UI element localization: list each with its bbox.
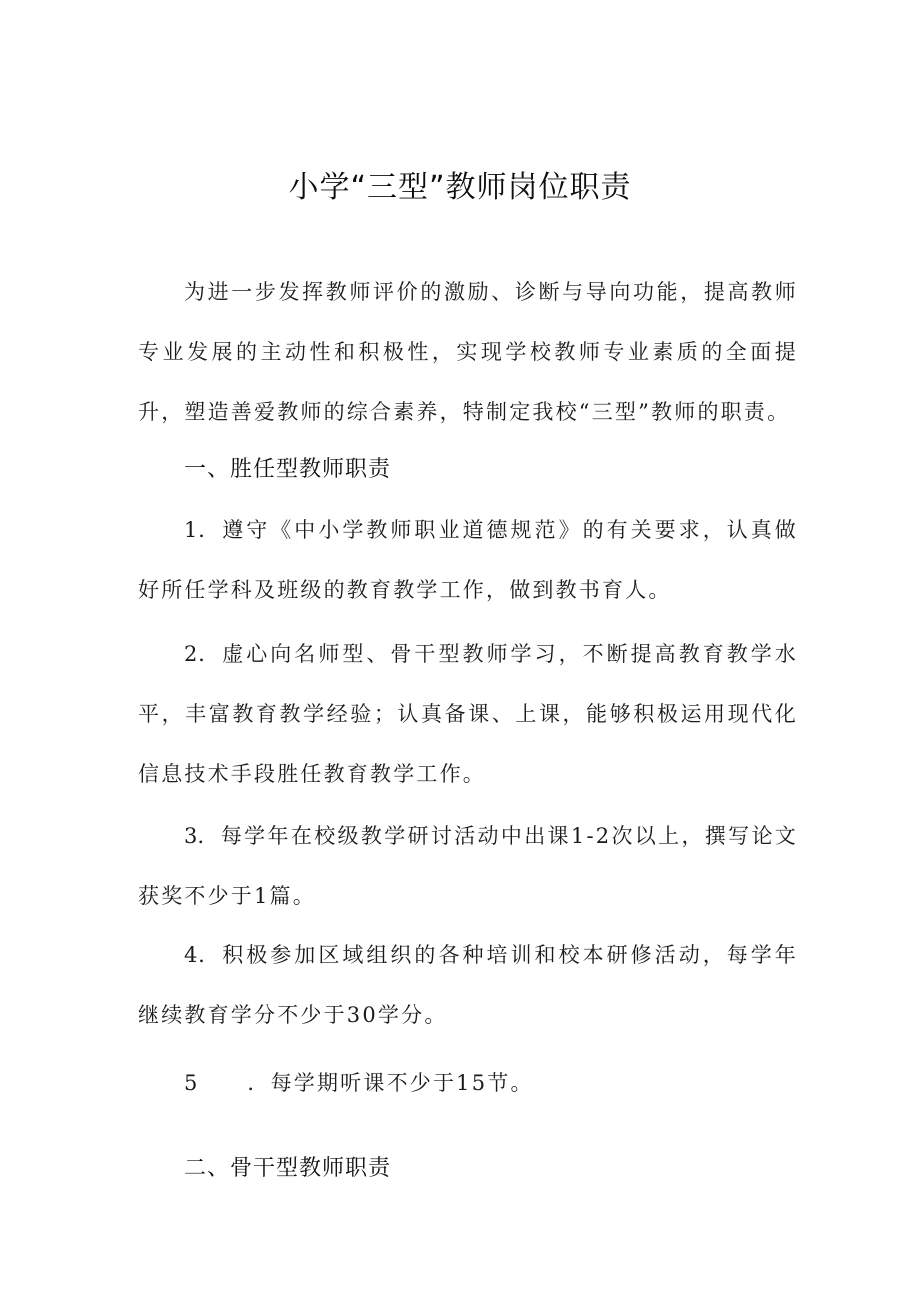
document-title: 小学“三型”教师岗位职责 [288, 170, 632, 205]
item-text: ．每学年在校级教学研讨活动中出课1-2次以上，撰写论文获奖不少于1篇。 [138, 824, 798, 908]
section-heading-competent: 一、胜任型教师职责 [184, 457, 392, 482]
list-item [138, 806, 798, 926]
list-item [138, 500, 798, 620]
section-heading-backbone: 二、骨干型教师职责 [184, 1156, 392, 1181]
item-text: ．遵守《中小学教师职业道德规范》的有关要求，认真做好所任学科及班级的教育教学工作，做到教书育人。 [138, 518, 798, 602]
item-number: 3 [184, 824, 198, 848]
item-text: ．积极参加区域组织的各种培训和校本研修活动，每学年继续教育学分不少于30学分。 [138, 943, 798, 1027]
item-text: ．每学期听课不少于15节。 [247, 1071, 534, 1095]
item-text: ．虚心向名师型、骨干型教师学习，不断提高教育教学水平，丰富教育教学经验；认真备课、上课，能够积极运用现代化信息技术手段胜任教育教学工作。 [138, 642, 798, 786]
item-number: 4 [184, 943, 198, 967]
intro-paragraph [138, 262, 798, 442]
item-number: 1 [184, 518, 198, 542]
intro-text: 为进一步发挥教师评价的激励、诊断与导向功能，提高教师专业发展的主动性和积极性，实现学校教师专业素质的全面提升，塑造善爱教师的综合素养，特制定我校“三型”教师的职责。 [138, 280, 798, 424]
list-item [138, 925, 798, 1045]
item-number: 5 [184, 1071, 198, 1095]
list-item [138, 1053, 798, 1113]
item-number: 2 [184, 642, 198, 666]
list-item [138, 624, 798, 804]
